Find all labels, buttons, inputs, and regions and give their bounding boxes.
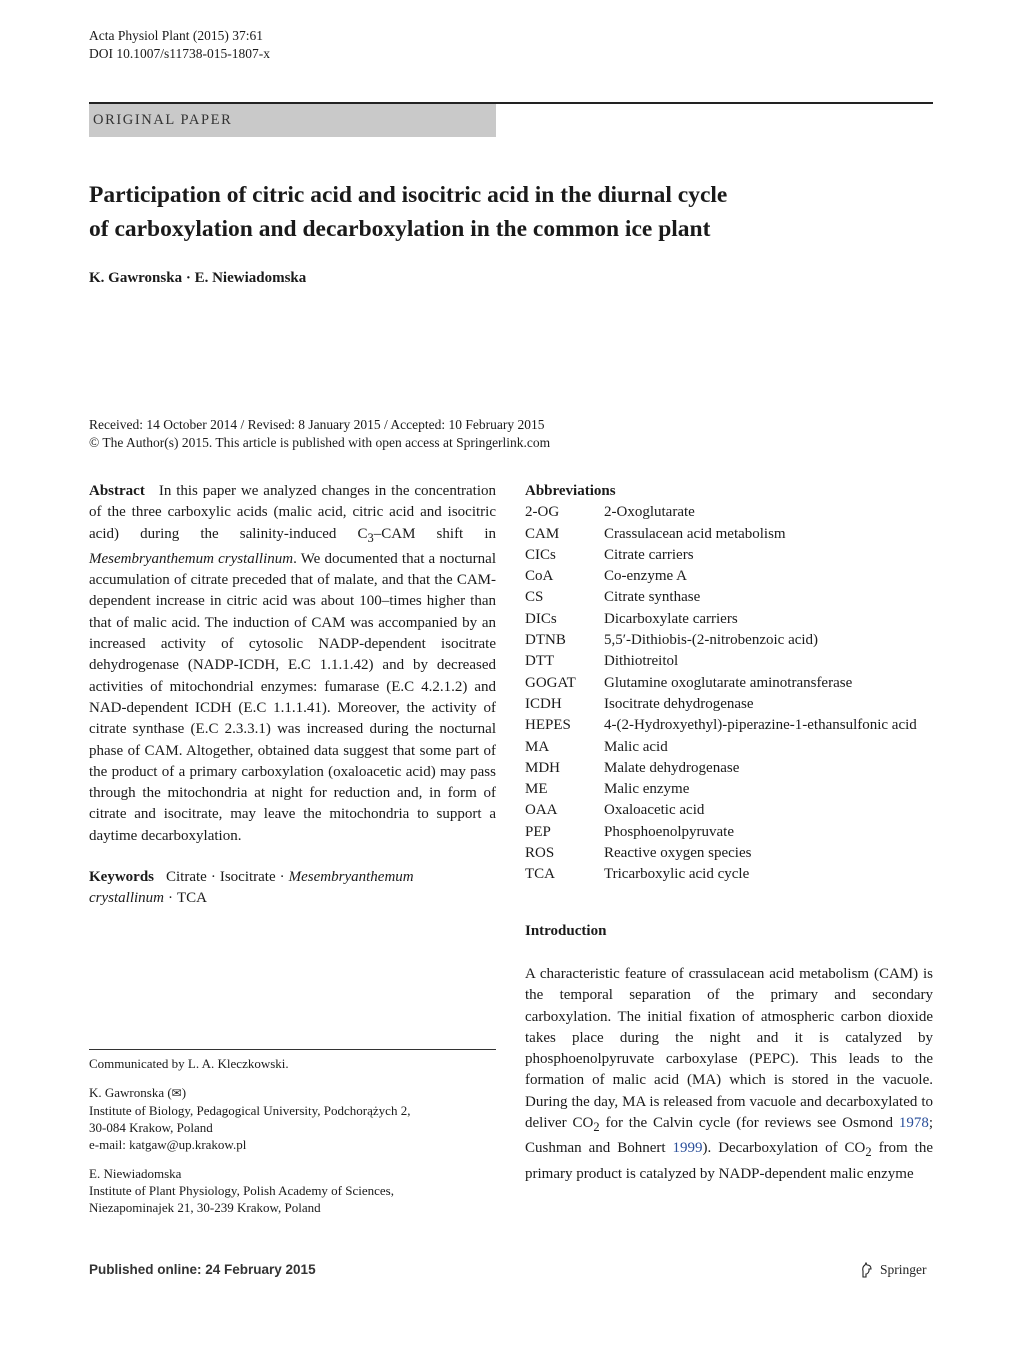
copyright: © The Author(s) 2015. This article is published with open access at Springerlink.com	[89, 435, 551, 450]
abbreviation-term: OAA	[525, 802, 558, 819]
introduction-heading: Introduction	[525, 922, 607, 939]
journal-citation: Acta Physiol Plant (2015) 37:61	[89, 28, 263, 43]
abbreviation-term: 2-OG	[525, 504, 560, 521]
abbreviation-row	[525, 673, 933, 694]
abbreviation-term: MDH	[525, 759, 561, 776]
abbreviation-term: CS	[525, 589, 544, 606]
title-line-1: Participation of citric acid and isocitric acid in the diurnal cycle	[89, 182, 728, 208]
authors: K. Gawronska · E. Niewiadomska	[89, 270, 307, 286]
abstract-text-2: –CAM shift in	[373, 525, 496, 542]
author-2-address: Niezapominajek 21, 30-239 Krakow, Poland	[89, 1200, 321, 1215]
abbreviation-term: CAM	[525, 525, 560, 542]
abbreviation-term: ICDH	[525, 695, 562, 712]
abbreviation-term: DICs	[525, 610, 557, 627]
abbreviation-term: PEP	[525, 823, 551, 840]
species-name: Mesembryanthemum crystallinum	[89, 550, 294, 567]
subscript-2: 2	[593, 1120, 600, 1135]
footnotes	[89, 1055, 496, 1228]
abbreviation-row	[525, 715, 933, 736]
abbreviation-row	[525, 566, 933, 587]
abbreviation-definition: Crassulacean acid metabolism	[604, 525, 786, 542]
abbreviation-definition: Tricarboxylic acid cycle	[604, 866, 750, 883]
abbreviation-row	[525, 800, 933, 821]
abbreviation-row	[525, 545, 933, 566]
left-column	[89, 481, 496, 910]
subscript-3: 3	[367, 530, 374, 545]
abbreviation-definition: Malate dehydrogenase	[604, 759, 740, 776]
author-1-email[interactable]: e-mail: katgaw@up.krakow.pl	[89, 1137, 247, 1152]
author-1-name-close: )	[181, 1085, 187, 1100]
article-type-badge: ORIGINAL PAPER	[89, 104, 496, 137]
springer-horse-icon	[860, 1262, 874, 1278]
abbreviation-row	[525, 822, 933, 843]
abbreviation-row	[525, 737, 933, 758]
abbreviation-term: TCA	[525, 866, 555, 883]
publisher-logo	[860, 1262, 927, 1278]
abbreviation-term: CoA	[525, 568, 554, 585]
subscript-2: 2	[865, 1145, 872, 1160]
keyword: Mesembryanthemum crystallinum	[89, 869, 414, 907]
abbreviation-row	[525, 587, 933, 608]
history-dates: Received: 14 October 2014 / Revised: 8 January 2015 / Accepted: 10 February 2015	[89, 417, 545, 432]
article-title	[89, 178, 939, 246]
abbreviation-row	[525, 864, 933, 885]
intro-text: ). Decarboxylation of CO	[702, 1140, 866, 1157]
abstract-text-3: . We documented that a nocturnal accumulation of citrate preceded that of malate, and that the CAM-dependent increase in citric acid was about 100–times higher than that of malic acid. The induction of CAM was accompanied by an increased activity of cytosolic NADP-dependent isocitrate dehydrogenase (NADP-ICDH, E.C 1.1.1.42) and by decreased activities of mitochondrial enzymes: fumarase (E.C 4.2.1.2) and NAD-dependent ICDH (E.C 1.1.1.41). Moreover, the activity of citrate synthase (E.C 2.3.3.1) was increased during the nocturnal phase of CAM. Altogether, obtained data suggest that some part of the product of a primary carboxylation (oxaloacetic acid) may pass through the mitochondria at night for reduction and, in form of citrate and isocitrate, may leave the mitochondria to support a daytime decarboxylation.	[89, 550, 496, 844]
abbreviation-definition: Citrate carriers	[604, 546, 694, 563]
abbreviation-row	[525, 758, 933, 779]
abbreviation-row	[525, 630, 933, 651]
abbreviation-definition: Isocitrate dehydrogenase	[604, 695, 754, 712]
author-1-city: 30-084 Krakow, Poland	[89, 1120, 213, 1135]
abbreviations-list	[525, 502, 933, 885]
author-1-name	[89, 1084, 496, 1102]
abbreviation-term: DTT	[525, 653, 555, 670]
citation-link[interactable]: 1978	[898, 1115, 929, 1132]
abbreviation-row	[525, 609, 933, 630]
abbreviation-row	[525, 779, 933, 800]
abbreviation-definition: 2-Oxoglutarate	[604, 504, 695, 521]
abbreviation-row	[525, 694, 933, 715]
abbreviation-definition: Co-enzyme A	[604, 568, 687, 585]
abbreviation-row	[525, 524, 933, 545]
author-2-affiliation	[89, 1165, 496, 1216]
abbreviation-term: ME	[525, 781, 548, 798]
author-1-name-text: K. Gawronska (	[89, 1085, 172, 1100]
keyword-separator: ·	[210, 869, 216, 886]
author-2-institution: Institute of Plant Physiology, Polish Academy of Sciences,	[89, 1183, 394, 1198]
abbreviation-term: MA	[525, 738, 550, 755]
abbreviation-definition: Phosphoenolpyruvate	[604, 823, 734, 840]
intro-text: from the primary product is catalyzed by NADP-dependent malic enzyme	[525, 1140, 933, 1182]
abstract-text-1: In this paper we analyzed changes in the concentration of the three carboxylic acids (malic acid, citric acid and isocitric acid) during the salinity-induced C	[89, 483, 496, 542]
footnote-rule	[89, 1049, 496, 1050]
abstract	[89, 481, 496, 847]
abbreviation-definition: Oxaloacetic acid	[604, 802, 705, 819]
abbreviation-definition: Citrate synthase	[604, 589, 701, 606]
introduction-paragraph	[525, 964, 933, 1185]
keyword: Isocitrate	[219, 869, 276, 886]
abbreviation-definition: Reactive oxygen species	[604, 845, 752, 862]
abbreviation-row	[525, 502, 933, 523]
keyword: TCA	[177, 890, 207, 907]
publisher-name: Springer	[880, 1262, 927, 1277]
abbreviations-title: Abbreviations	[525, 483, 616, 499]
abbreviation-term: CICs	[525, 546, 556, 563]
intro-text: A characteristic feature of crassulacean acid metabolism (CAM) is the temporal separation of the primary and secondary carboxylation. The initial fixation of atmospheric carbon dioxide takes place during the night and it is catalyzed by phosphoenolpyruvate carboxylase (PEPC). This leads to the formation of malic acid (MA) which is stored in the vacuole. During the day, MA is released from vacuole and decarboxylated to deliver CO	[525, 965, 933, 1132]
citation-link[interactable]: 1999	[672, 1140, 703, 1157]
title-line-2: of carboxylation and decarboxylation in the common ice plant	[89, 216, 711, 242]
keyword-separator: ·	[279, 869, 285, 886]
abbreviation-definition: Glutamine oxoglutarate aminotransferase	[604, 674, 853, 691]
author-1-institution: Institute of Biology, Pedagogical University, Podchorążych 2,	[89, 1103, 411, 1118]
abbreviation-row	[525, 651, 933, 672]
abstract-label: Abstract	[89, 483, 145, 499]
intro-text: for the Calvin cycle (for reviews see Osmond	[599, 1115, 899, 1132]
abbreviation-term: ROS	[525, 845, 555, 862]
abbreviation-term: HEPES	[525, 717, 571, 734]
published-online: Published online: 24 February 2015	[89, 1262, 316, 1277]
envelope-icon: ✉	[171, 1086, 182, 1100]
abbreviation-definition: Dithiotreitol	[604, 653, 679, 670]
communicated-by: Communicated by L. A. Kleczkowski.	[89, 1056, 289, 1071]
abbreviation-row	[525, 843, 933, 864]
keywords-label: Keywords	[89, 869, 154, 886]
article-dates	[89, 416, 550, 452]
abbreviation-definition: Dicarboxylate carriers	[604, 610, 738, 627]
abbreviation-definition: Malic acid	[604, 738, 668, 755]
right-column	[525, 481, 933, 1185]
keywords	[89, 867, 496, 910]
author-1-affiliation	[89, 1084, 496, 1153]
abbreviation-definition: Malic enzyme	[604, 781, 690, 798]
intro-text: ; Cushman and Bohnert	[525, 1115, 934, 1157]
keyword: Citrate	[166, 869, 207, 886]
abbreviation-term: GOGAT	[525, 674, 576, 691]
author-2-name: E. Niewiadomska	[89, 1166, 182, 1181]
keyword-separator: ·	[168, 890, 173, 907]
abbreviation-definition: 4-(2-Hydroxyethyl)-piperazine-1-ethansulfonic acid	[604, 717, 917, 734]
doi: DOI 10.1007/s11738-015-1807-x	[89, 46, 270, 61]
journal-header	[89, 27, 270, 63]
abbreviation-definition: 5,5′-Dithiobis-(2-nitrobenzoic acid)	[604, 632, 819, 649]
abbreviation-term: DTNB	[525, 632, 566, 649]
